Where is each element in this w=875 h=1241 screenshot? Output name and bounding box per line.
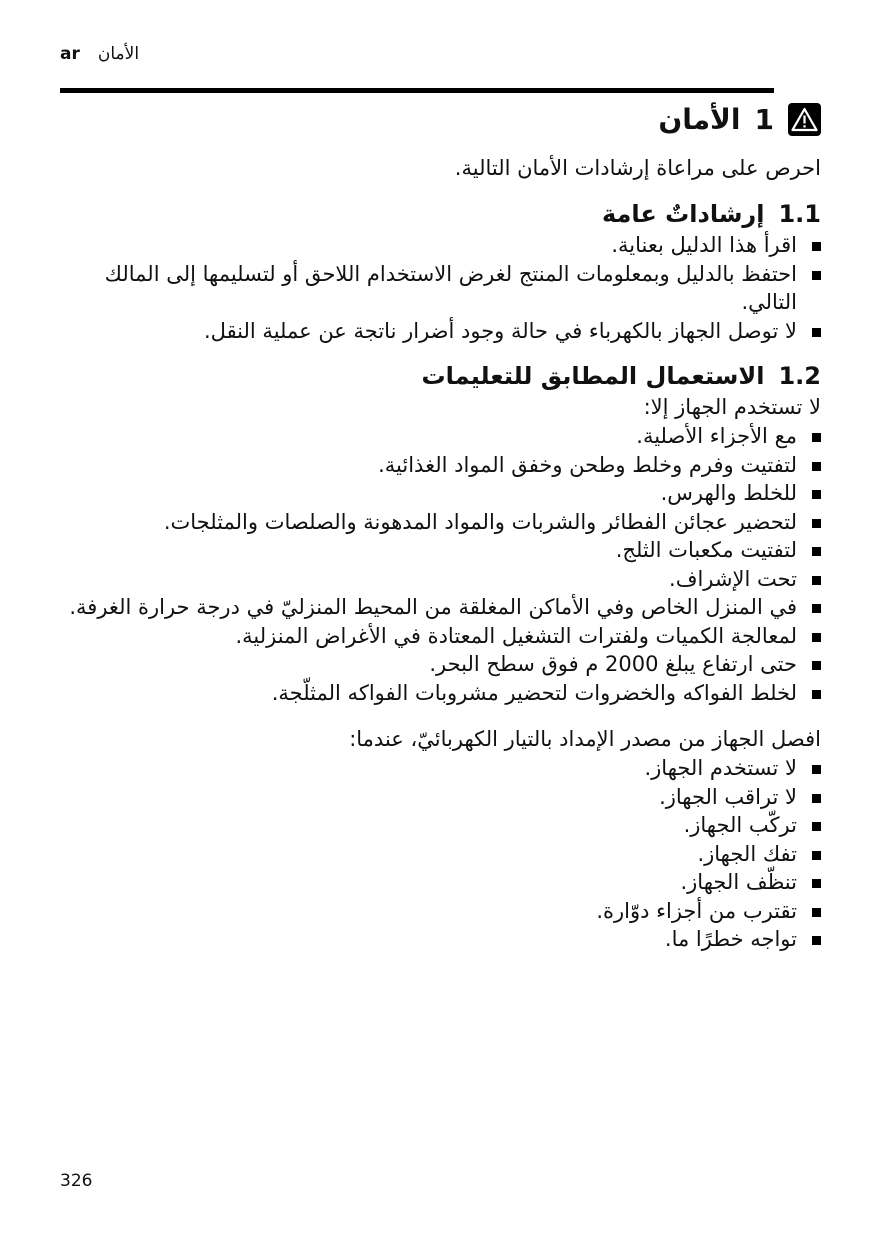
list-item: حتى ارتفاع يبلغ 2000 م فوق سطح البحر.: [60, 650, 797, 679]
intended-use-list: [60, 422, 821, 707]
disconnect-lead: افصل الجهاز من مصدر الإمداد بالتيار الكهربائيّ، عندما:: [349, 727, 821, 751]
running-header: [60, 44, 139, 64]
warning-triangle-icon: [788, 103, 821, 136]
intended-use-lead: لا تستخدم الجهاز إلا:: [643, 395, 821, 419]
page-content: [60, 96, 821, 954]
list-item: تحت الإشراف.: [60, 565, 797, 594]
list-item: لمعالجة الكميات ولفترات التشغيل المعتادة في الأغراض المنزلية.: [60, 622, 797, 651]
page-number: 326: [60, 1171, 93, 1191]
list-item: مع الأجزاء الأصلية.: [60, 422, 797, 451]
header-title: الأمان: [97, 44, 140, 64]
list-item: لتحضير عجائن الفطائر والشربات والمواد المدهونة والصلصات والمثلجات.: [60, 508, 797, 537]
section-heading: [60, 96, 821, 142]
list-item: تنظّف الجهاز.: [60, 868, 797, 897]
list-item: لا تستخدم الجهاز.: [60, 754, 797, 783]
list-item: لخلط الفواكه والخضروات لتحضير مشروبات الفواكه المثلّجة.: [60, 679, 797, 708]
language-code: ar: [60, 44, 80, 64]
subsection-heading-intended-use: 1.2الاستعمال المطابق للتعليمات: [421, 362, 821, 390]
list-item: لتفتيت مكعبات الثلج.: [60, 536, 797, 565]
list-item: تواجه خطرًا ما.: [60, 925, 797, 954]
list-item: تقترب من أجزاء دوّارة.: [60, 897, 797, 926]
section-title: الأمان: [658, 102, 741, 136]
header-rule: [60, 88, 774, 93]
list-item: لا تراقب الجهاز.: [60, 783, 797, 812]
list-item: تفك الجهاز.: [60, 840, 797, 869]
list-item: للخلط والهرس.: [60, 479, 797, 508]
list-item: في المنزل الخاص وفي الأماكن المغلقة من المحيط المنزليّ في درجة حرارة الغرفة.: [60, 593, 797, 622]
list-item: لا توصل الجهاز بالكهرباء في حالة وجود أضرار ناتجة عن عملية النقل.: [60, 317, 797, 346]
list-item: اقرأ هذا الدليل بعناية.: [60, 231, 797, 260]
disconnect-list: [60, 754, 821, 954]
section-number: 1: [754, 102, 774, 136]
general-instructions-list: [60, 231, 821, 345]
subsection-heading-general: 1.1إرشاداتٌ عامة: [601, 200, 821, 228]
list-item: تركّب الجهاز.: [60, 811, 797, 840]
list-item: لتفتيت وفرم وخلط وطحن وخفق المواد الغذائية.: [60, 451, 797, 480]
intro-text: احرص على مراعاة إرشادات الأمان التالية.: [454, 156, 821, 180]
list-item: احتفظ بالدليل وبمعلومات المنتج لغرض الاستخدام اللاحق أو لتسليمها إلى المالك التالي.: [60, 260, 797, 317]
